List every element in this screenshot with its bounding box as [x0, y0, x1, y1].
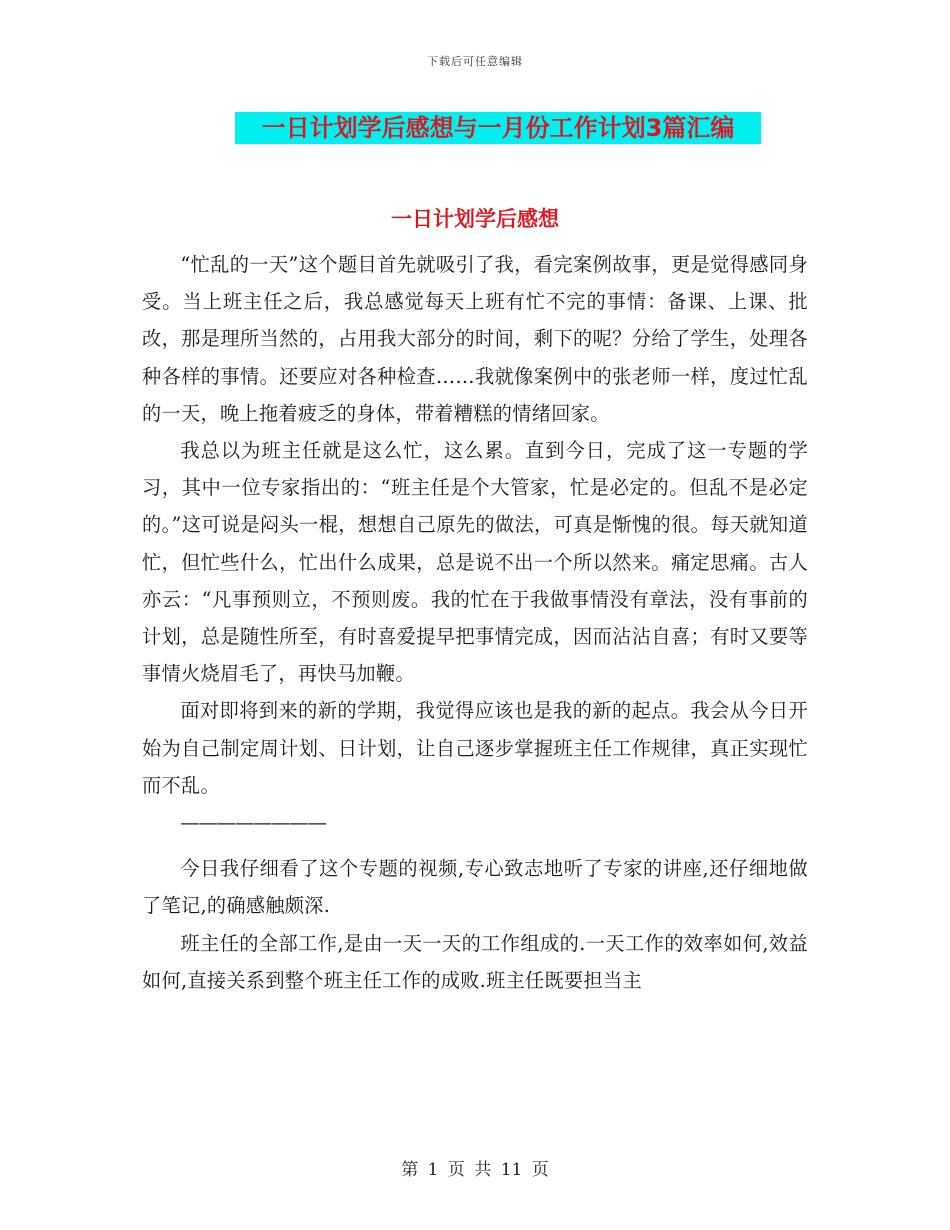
section-divider: ———————— [180, 811, 326, 835]
section-title: 一日计划学后感想 [391, 207, 559, 231]
document-title: 一日计划学后感想与一月份工作计划3篇汇编 [235, 112, 761, 144]
document-body [142, 246, 808, 999]
paragraph: 今日我仔细看了这个专题的视频,专心致志地听了专家的讲座,还仔细地做了笔记,的确感触颇深. [142, 857, 808, 918]
paragraph: “忙乱的一天”这个题目首先就吸引了我，看完案例故事，更是觉得感同身受。当上班主任之后，我总感觉每天上班有忙不完的事情：备课、上课、批改，那是理所当然的，占用我大部分的时间，剩下的呢？分给了学生，处理各种各样的事情。还要应对各种检查……我就像案例中的张老师一样，度过忙乱的一天，晚上拖着疲乏的身体，带着糟糕的情绪回家。 [142, 253, 808, 425]
paragraph: 我总以为班主任就是这么忙，这么累。直到今日，完成了这一专题的学习，其中一位专家指出的：“班主任是个大管家，忙是必定的。但乱不是必定的。”这可说是闷头一棍，想想自己原先的做法，可真是惭愧的很。每天就知道忙，但忙些什么，忙出什么成果，总是说不出一个所以然来。痛定思痛。古人亦云：“凡事预则立，不预则废。我的忙在于我做事情没有章法，没有事前的计划，总是随性所至，有时喜爱提早把事情完成，因而沾沾自喜；有时又要等事情火烧眉毛了，再快马加鞭。 [142, 439, 808, 686]
paragraph: 面对即将到来的新的学期，我觉得应该也是我的新的起点。我会从今日开始为自己制定周计划、日计划，让自己逐步掌握班主任工作规律，真正实现忙而不乱。 [142, 699, 808, 797]
header-note: 下载后可任意编辑 [427, 55, 523, 68]
page-number: 第 1 页 共 11 页 [401, 1160, 549, 1180]
paragraph: 班主任的全部工作,是由一天一天的工作组成的.一天工作的效率如何,效益如何,直接关系到整个班主任工作的成败.班主任既要担当主 [142, 931, 808, 992]
